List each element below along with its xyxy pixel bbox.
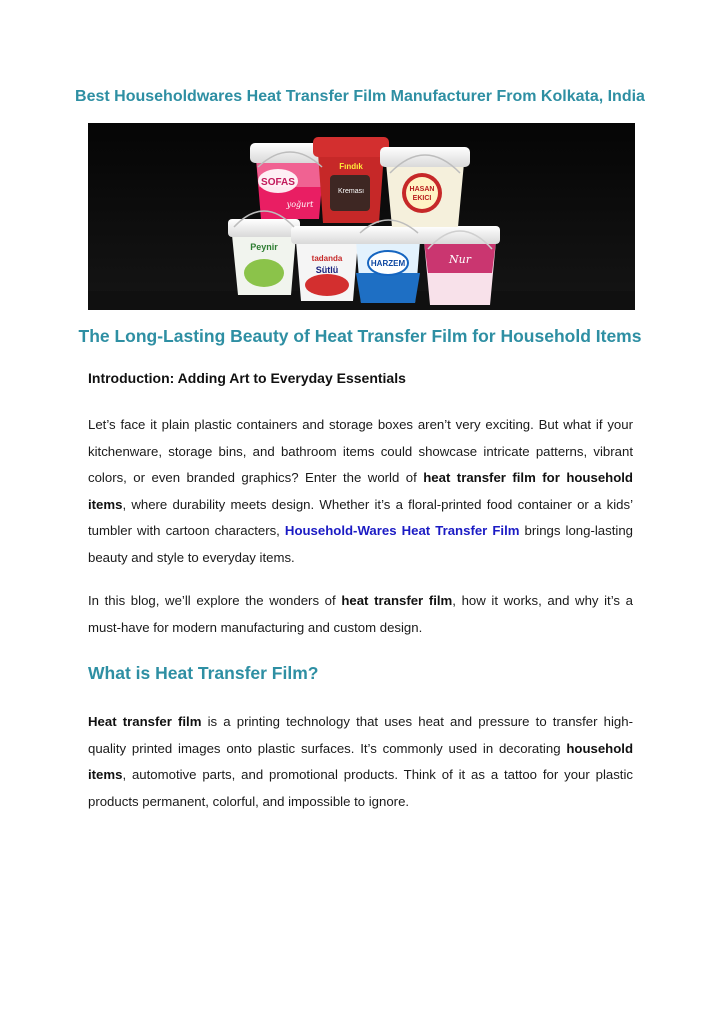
bold-phrase: heat transfer film for household items bbox=[88, 470, 633, 512]
bold-phrase: heat transfer film bbox=[341, 593, 453, 608]
svg-text:yoğurt: yoğurt bbox=[286, 200, 314, 209]
buckets-illustration bbox=[88, 123, 635, 310]
bold-phrase: household items bbox=[88, 740, 633, 783]
svg-text:Sütlü: Sütlü bbox=[315, 265, 339, 275]
document-title: Best Householdwares Heat Transfer Film Manufacturer From Kolkata, India bbox=[75, 88, 645, 105]
definition-paragraph: Heat transfer film is a printing technology that uses heat and pressure to transfer high-quality printed images onto plastic surfaces. It’s commonly used in decorating household items, automotive parts, and promotional products. Think of it as a tattoo for your plastic products permanent, colorful, and impossible to ignore. bbox=[88, 714, 633, 809]
intro-paragraph: Let’s face it plain plastic containers and storage boxes aren’t very exciting. But what if your kitchenware, storage bins, and bathroom items could showcase intricate patterns, vibrant colors, or even branded graphics? Enter the world of heat transfer film for household items, where durability meets design. Whether it’s a floral-printed food container or a kids’ tumbler with cartoon characters, Household-Wares Heat Transfer Film brings long-lasting beauty and style to everyday items. bbox=[88, 417, 633, 565]
svg-text:Nur: Nur bbox=[449, 253, 471, 266]
household-wares-link[interactable]: Household-Wares Heat Transfer Film bbox=[284, 523, 520, 539]
svg-text:Kreması: Kreması bbox=[337, 188, 365, 195]
svg-text:tadanda: tadanda bbox=[311, 254, 343, 263]
svg-text:Fındık: Fındık bbox=[339, 162, 363, 171]
bucket-green bbox=[228, 219, 300, 295]
bold-phrase: Heat transfer film bbox=[88, 714, 202, 729]
hero-image-containers bbox=[88, 123, 635, 310]
svg-text:EKICI: EKICI bbox=[412, 195, 432, 202]
svg-text:HASAN: HASAN bbox=[409, 186, 435, 193]
svg-text:SOFAS: SOFAS bbox=[261, 177, 295, 188]
bucket-hasan-ekici bbox=[380, 147, 470, 227]
bucket-harzem bbox=[351, 226, 425, 303]
section-title: The Long-Lasting Beauty of Heat Transfer Film for Household Items bbox=[78, 326, 642, 346]
what-is-heading: What is Heat Transfer Film? bbox=[88, 663, 319, 683]
svg-text:Peynir: Peynir bbox=[250, 242, 278, 252]
bucket-findik bbox=[313, 137, 389, 223]
blog-overview-paragraph: In this blog, we’ll explore the wonders of heat transfer film, how it works, and why it’s a must-have for modern manufacturing and custom design. bbox=[88, 593, 633, 635]
bucket-pink bbox=[418, 226, 500, 305]
intro-heading: Introduction: Adding Art to Everyday Essentials bbox=[88, 370, 406, 386]
svg-text:HARZEM: HARZEM bbox=[370, 259, 406, 268]
